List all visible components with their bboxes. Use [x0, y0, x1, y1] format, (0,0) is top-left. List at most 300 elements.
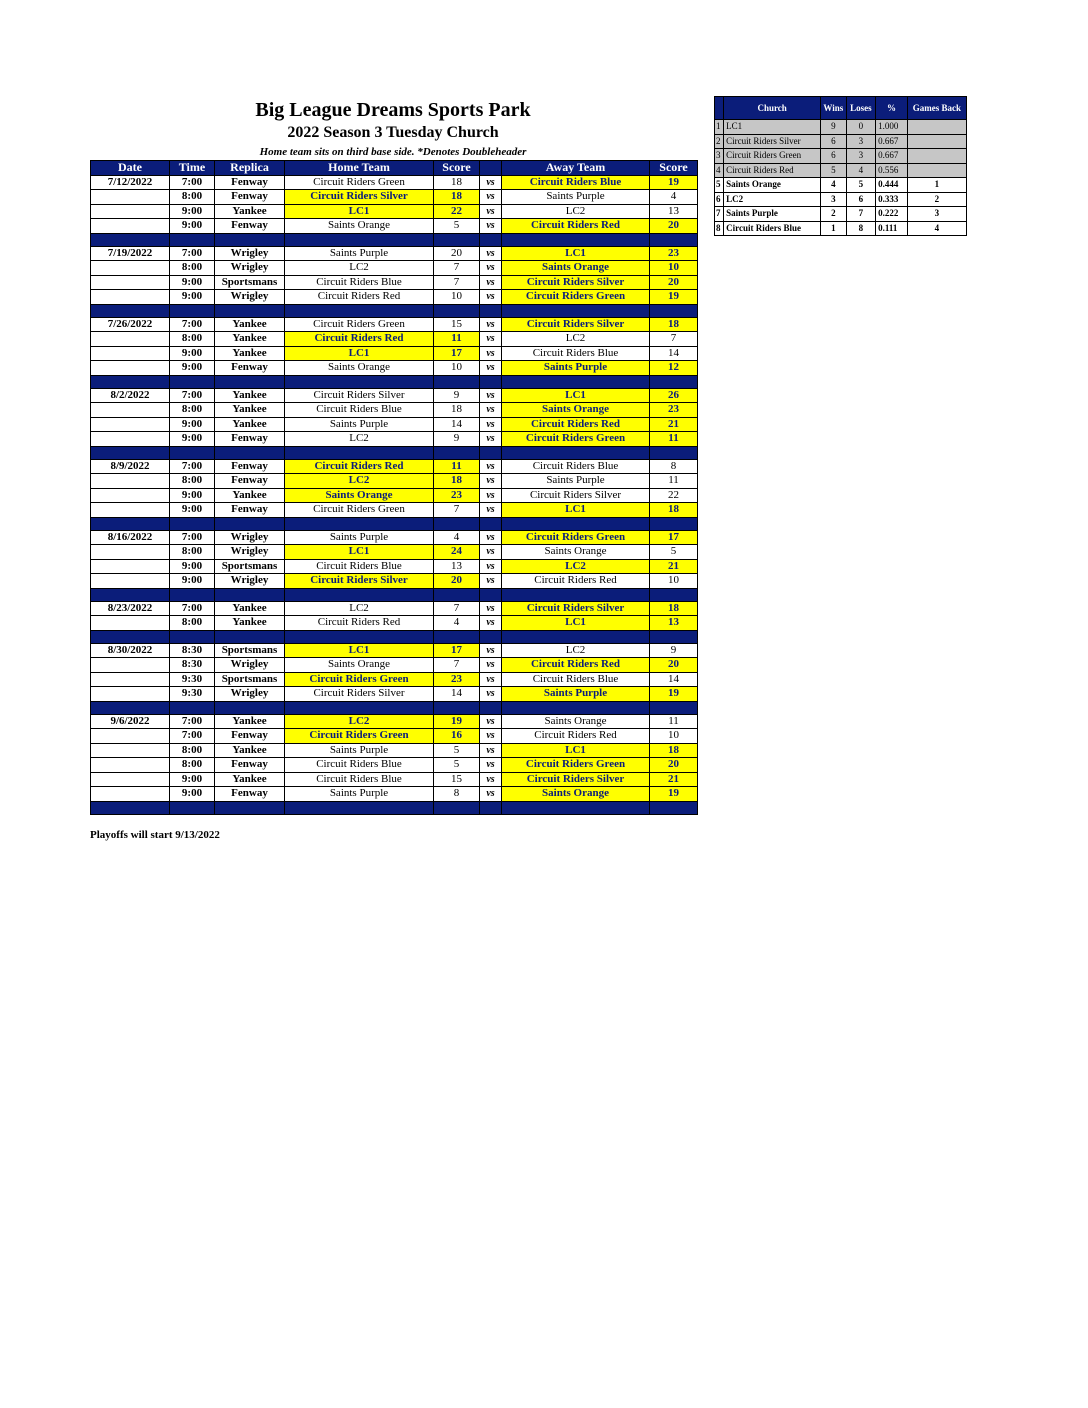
home-score: 9: [434, 432, 480, 447]
home-score: 8: [434, 787, 480, 802]
standing-rank: 8: [715, 221, 724, 236]
home-team: Circuit Riders Red: [285, 459, 434, 474]
away-team: LC2: [502, 643, 650, 658]
standing-pct: 0.111: [876, 221, 908, 236]
game-field: Fenway: [215, 219, 285, 234]
away-score: 7: [650, 332, 698, 347]
standing-wins: 2: [821, 207, 847, 222]
game-date: [91, 417, 170, 432]
game-time: 9:30: [170, 687, 215, 702]
away-team: Circuit Riders Silver: [502, 601, 650, 616]
page-subtitle: 2022 Season 3 Tuesday Church: [287, 124, 499, 141]
away-team: Circuit Riders Blue: [502, 175, 650, 190]
vs-label: vs: [480, 503, 502, 518]
away-team: LC2: [502, 559, 650, 574]
game-date: 9/6/2022: [91, 714, 170, 729]
separator-cell: [215, 701, 285, 714]
home-score: 17: [434, 643, 480, 658]
standing-wins: 6: [821, 149, 847, 164]
game-row: [91, 459, 698, 474]
home-team: Saints Purple: [285, 787, 434, 802]
away-team: Circuit Riders Red: [502, 219, 650, 234]
vs-label: vs: [480, 175, 502, 190]
game-time: 9:00: [170, 346, 215, 361]
standing-loses: 7: [846, 207, 876, 222]
week-separator: [91, 375, 698, 388]
game-field: Wrigley: [215, 530, 285, 545]
standing-team: Circuit Riders Blue: [724, 221, 821, 236]
standing-loses: 3: [846, 134, 876, 149]
home-score: 24: [434, 545, 480, 560]
standing-games-back: [907, 134, 966, 149]
separator-cell: [91, 801, 170, 814]
away-score: 20: [650, 758, 698, 773]
game-date: [91, 190, 170, 205]
away-team: LC2: [502, 332, 650, 347]
home-team: Circuit Riders Silver: [285, 574, 434, 589]
week-separator: [91, 588, 698, 601]
game-field: Sportsmans: [215, 672, 285, 687]
separator-cell: [480, 446, 502, 459]
game-row: [91, 190, 698, 205]
week-separator: [91, 517, 698, 530]
home-score: 20: [434, 574, 480, 589]
separator-cell: [215, 304, 285, 317]
game-row: [91, 474, 698, 489]
separator-cell: [480, 801, 502, 814]
away-score: 21: [650, 772, 698, 787]
week-separator: [91, 801, 698, 814]
schedule-table: [90, 160, 698, 815]
game-date: [91, 729, 170, 744]
separator-cell: [502, 630, 650, 643]
home-score: 13: [434, 559, 480, 574]
vs-label: vs: [480, 574, 502, 589]
vs-label: vs: [480, 687, 502, 702]
home-score: 18: [434, 403, 480, 418]
standings-row: [715, 120, 967, 135]
home-score: 5: [434, 219, 480, 234]
game-time: 9:00: [170, 787, 215, 802]
vs-label: vs: [480, 219, 502, 234]
separator-cell: [170, 304, 215, 317]
game-row: [91, 787, 698, 802]
standing-pct: 0.444: [876, 178, 908, 193]
separator-cell: [480, 588, 502, 601]
game-row: [91, 772, 698, 787]
game-date: [91, 488, 170, 503]
standings-col-church: Church: [724, 97, 821, 120]
vs-label: vs: [480, 488, 502, 503]
game-time: 8:00: [170, 332, 215, 347]
separator-cell: [170, 517, 215, 530]
standings-row: [715, 221, 967, 236]
separator-cell: [480, 375, 502, 388]
game-time: 8:30: [170, 643, 215, 658]
separator-cell: [170, 588, 215, 601]
standing-loses: 0: [846, 120, 876, 135]
separator-cell: [91, 375, 170, 388]
standing-wins: 5: [821, 163, 847, 178]
game-date: 7/19/2022: [91, 246, 170, 261]
away-team: LC1: [502, 743, 650, 758]
separator-cell: [91, 233, 170, 246]
game-time: 9:00: [170, 488, 215, 503]
separator-cell: [91, 446, 170, 459]
game-field: Fenway: [215, 729, 285, 744]
home-team: Circuit Riders Blue: [285, 275, 434, 290]
home-team: Circuit Riders Blue: [285, 403, 434, 418]
game-field: Yankee: [215, 714, 285, 729]
home-score: 18: [434, 190, 480, 205]
home-score: 15: [434, 772, 480, 787]
home-team: Circuit Riders Green: [285, 317, 434, 332]
col-header-vs: [480, 161, 502, 176]
week-separator: [91, 701, 698, 714]
vs-label: vs: [480, 559, 502, 574]
home-team: LC2: [285, 714, 434, 729]
game-date: 7/26/2022: [91, 317, 170, 332]
separator-cell: [170, 375, 215, 388]
separator-cell: [285, 446, 434, 459]
separator-cell: [215, 233, 285, 246]
game-field: Fenway: [215, 432, 285, 447]
standing-team: Saints Purple: [724, 207, 821, 222]
standing-wins: 1: [821, 221, 847, 236]
game-field: Wrigley: [215, 246, 285, 261]
away-score: 20: [650, 275, 698, 290]
home-score: 19: [434, 714, 480, 729]
home-team: LC2: [285, 474, 434, 489]
home-score: 15: [434, 317, 480, 332]
away-team: LC1: [502, 616, 650, 631]
away-score: 18: [650, 743, 698, 758]
away-team: Circuit Riders Green: [502, 758, 650, 773]
game-date: [91, 219, 170, 234]
away-team: Saints Orange: [502, 261, 650, 276]
home-team: LC2: [285, 432, 434, 447]
separator-cell: [502, 304, 650, 317]
home-score: 7: [434, 658, 480, 673]
away-team: Circuit Riders Silver: [502, 275, 650, 290]
game-date: [91, 432, 170, 447]
vs-label: vs: [480, 714, 502, 729]
home-score: 14: [434, 417, 480, 432]
home-team: LC2: [285, 261, 434, 276]
vs-label: vs: [480, 361, 502, 376]
separator-cell: [285, 233, 434, 246]
standing-wins: 9: [821, 120, 847, 135]
separator-cell: [91, 517, 170, 530]
away-team: Saints Orange: [502, 787, 650, 802]
away-score: 19: [650, 687, 698, 702]
game-date: [91, 290, 170, 305]
game-time: 7:00: [170, 729, 215, 744]
game-date: [91, 574, 170, 589]
standing-team: Circuit Riders Silver: [724, 134, 821, 149]
game-field: Yankee: [215, 743, 285, 758]
game-row: [91, 275, 698, 290]
game-date: [91, 275, 170, 290]
home-team: Circuit Riders Silver: [285, 190, 434, 205]
standing-pct: 0.556: [876, 163, 908, 178]
home-score: 4: [434, 530, 480, 545]
game-field: Fenway: [215, 190, 285, 205]
vs-label: vs: [480, 190, 502, 205]
home-score: 11: [434, 332, 480, 347]
home-team: Circuit Riders Green: [285, 672, 434, 687]
standings-body: [715, 120, 967, 236]
col-header-home-score: Score: [434, 161, 480, 176]
title-block: [90, 98, 696, 160]
separator-cell: [215, 630, 285, 643]
standings-col-wins: Wins: [821, 97, 847, 120]
away-score: 18: [650, 317, 698, 332]
game-date: [91, 658, 170, 673]
game-row: [91, 317, 698, 332]
home-team: Circuit Riders Silver: [285, 388, 434, 403]
home-team: Circuit Riders Green: [285, 175, 434, 190]
vs-label: vs: [480, 317, 502, 332]
separator-cell: [170, 801, 215, 814]
vs-label: vs: [480, 275, 502, 290]
game-date: [91, 743, 170, 758]
away-team: Circuit Riders Red: [502, 729, 650, 744]
game-field: Yankee: [215, 616, 285, 631]
away-score: 23: [650, 403, 698, 418]
home-team: Circuit Riders Red: [285, 616, 434, 631]
standing-rank: 2: [715, 134, 724, 149]
away-score: 11: [650, 432, 698, 447]
home-team: Saints Orange: [285, 219, 434, 234]
separator-cell: [215, 375, 285, 388]
vs-label: vs: [480, 204, 502, 219]
away-score: 10: [650, 729, 698, 744]
game-field: Fenway: [215, 175, 285, 190]
separator-cell: [480, 630, 502, 643]
standing-games-back: 1: [907, 178, 966, 193]
separator-cell: [434, 517, 480, 530]
away-team: Circuit Riders Blue: [502, 346, 650, 361]
separator-cell: [434, 630, 480, 643]
home-score: 5: [434, 758, 480, 773]
home-team: Circuit Riders Red: [285, 332, 434, 347]
away-team: Circuit Riders Red: [502, 658, 650, 673]
game-time: 8:00: [170, 758, 215, 773]
vs-label: vs: [480, 658, 502, 673]
away-team: Circuit Riders Red: [502, 417, 650, 432]
game-row: [91, 545, 698, 560]
game-row: [91, 714, 698, 729]
standing-loses: 3: [846, 149, 876, 164]
home-score: 7: [434, 503, 480, 518]
standing-loses: 6: [846, 192, 876, 207]
home-team: Saints Purple: [285, 246, 434, 261]
home-score: 16: [434, 729, 480, 744]
away-score: 18: [650, 503, 698, 518]
separator-cell: [434, 801, 480, 814]
game-row: [91, 290, 698, 305]
away-team: Circuit Riders Silver: [502, 317, 650, 332]
separator-cell: [480, 233, 502, 246]
separator-cell: [285, 801, 434, 814]
away-score: 19: [650, 175, 698, 190]
game-time: 9:00: [170, 290, 215, 305]
separator-cell: [91, 304, 170, 317]
col-header-replica: Replica: [215, 161, 285, 176]
separator-cell: [480, 304, 502, 317]
separator-cell: [91, 630, 170, 643]
vs-label: vs: [480, 459, 502, 474]
col-header-away-team: Away Team: [502, 161, 650, 176]
game-field: Fenway: [215, 787, 285, 802]
vs-label: vs: [480, 530, 502, 545]
game-row: [91, 729, 698, 744]
separator-cell: [502, 517, 650, 530]
game-row: [91, 672, 698, 687]
standing-pct: 1.000: [876, 120, 908, 135]
week-separator: [91, 233, 698, 246]
game-row: [91, 574, 698, 589]
home-team: Circuit Riders Blue: [285, 758, 434, 773]
separator-cell: [650, 701, 698, 714]
separator-cell: [285, 304, 434, 317]
away-score: 26: [650, 388, 698, 403]
away-team: LC1: [502, 388, 650, 403]
game-field: Sportsmans: [215, 559, 285, 574]
separator-cell: [502, 446, 650, 459]
home-team: Saints Purple: [285, 417, 434, 432]
home-team: LC1: [285, 545, 434, 560]
home-team: Saints Orange: [285, 361, 434, 376]
home-team: Circuit Riders Silver: [285, 687, 434, 702]
away-score: 11: [650, 714, 698, 729]
away-score: 18: [650, 601, 698, 616]
away-score: 22: [650, 488, 698, 503]
standing-pct: 0.222: [876, 207, 908, 222]
separator-cell: [215, 801, 285, 814]
home-team: LC1: [285, 204, 434, 219]
game-date: 8/2/2022: [91, 388, 170, 403]
standings-row: [715, 178, 967, 193]
vs-label: vs: [480, 729, 502, 744]
home-score: 17: [434, 346, 480, 361]
home-team: LC1: [285, 346, 434, 361]
standing-rank: 6: [715, 192, 724, 207]
game-date: 8/23/2022: [91, 601, 170, 616]
standing-loses: 4: [846, 163, 876, 178]
game-row: [91, 530, 698, 545]
home-score: 7: [434, 261, 480, 276]
schedule-header-row: [91, 161, 698, 176]
home-team: Circuit Riders Green: [285, 503, 434, 518]
home-score: 14: [434, 687, 480, 702]
game-date: [91, 616, 170, 631]
game-time: 7:00: [170, 459, 215, 474]
game-row: [91, 758, 698, 773]
game-time: 7:00: [170, 388, 215, 403]
away-team: Saints Orange: [502, 403, 650, 418]
game-date: [91, 261, 170, 276]
game-date: 8/30/2022: [91, 643, 170, 658]
game-field: Yankee: [215, 332, 285, 347]
away-team: Circuit Riders Red: [502, 574, 650, 589]
home-team: Saints Purple: [285, 530, 434, 545]
game-field: Yankee: [215, 403, 285, 418]
away-score: 14: [650, 346, 698, 361]
standing-team: Circuit Riders Red: [724, 163, 821, 178]
vs-label: vs: [480, 758, 502, 773]
home-team: Saints Purple: [285, 743, 434, 758]
game-time: 7:00: [170, 175, 215, 190]
standings-table: [714, 96, 967, 236]
game-field: Wrigley: [215, 545, 285, 560]
game-row: [91, 488, 698, 503]
game-date: [91, 672, 170, 687]
separator-cell: [215, 446, 285, 459]
game-row: [91, 559, 698, 574]
game-row: [91, 204, 698, 219]
separator-cell: [91, 588, 170, 601]
game-date: [91, 204, 170, 219]
separator-cell: [170, 630, 215, 643]
home-score: 9: [434, 388, 480, 403]
game-row: [91, 361, 698, 376]
game-field: Fenway: [215, 758, 285, 773]
game-field: Yankee: [215, 601, 285, 616]
vs-label: vs: [480, 474, 502, 489]
separator-cell: [650, 304, 698, 317]
game-time: 7:00: [170, 530, 215, 545]
col-header-time: Time: [170, 161, 215, 176]
away-score: 23: [650, 246, 698, 261]
away-team: Saints Orange: [502, 714, 650, 729]
game-row: [91, 658, 698, 673]
game-field: Wrigley: [215, 658, 285, 673]
game-date: [91, 772, 170, 787]
standing-pct: 0.333: [876, 192, 908, 207]
standings-row: [715, 149, 967, 164]
away-score: 5: [650, 545, 698, 560]
separator-cell: [215, 588, 285, 601]
game-row: [91, 687, 698, 702]
separator-cell: [502, 233, 650, 246]
game-date: [91, 361, 170, 376]
game-row: [91, 432, 698, 447]
away-team: Saints Purple: [502, 474, 650, 489]
separator-cell: [91, 701, 170, 714]
away-team: Saints Orange: [502, 545, 650, 560]
away-score: 13: [650, 616, 698, 631]
separator-cell: [502, 588, 650, 601]
away-team: Circuit Riders Green: [502, 432, 650, 447]
away-team: Circuit Riders Green: [502, 290, 650, 305]
game-field: Yankee: [215, 488, 285, 503]
game-date: 7/12/2022: [91, 175, 170, 190]
separator-cell: [285, 517, 434, 530]
game-field: Fenway: [215, 474, 285, 489]
separator-cell: [170, 233, 215, 246]
game-time: 9:00: [170, 219, 215, 234]
separator-cell: [650, 630, 698, 643]
separator-cell: [285, 701, 434, 714]
separator-cell: [434, 375, 480, 388]
game-row: [91, 643, 698, 658]
standing-wins: 6: [821, 134, 847, 149]
standings-row: [715, 134, 967, 149]
game-time: 8:00: [170, 616, 215, 631]
home-team: Circuit Riders Blue: [285, 772, 434, 787]
